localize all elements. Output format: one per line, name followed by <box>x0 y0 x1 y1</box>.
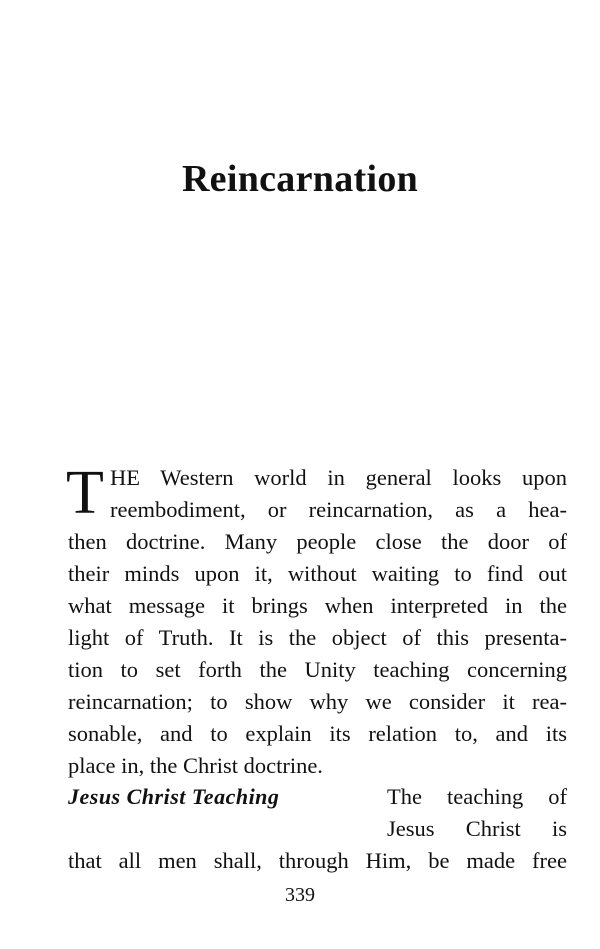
paragraph-line: Jesus Christ is <box>387 816 567 841</box>
paragraph-line: sonable, and to explain its relation to, and its <box>68 721 567 746</box>
paragraph-line: then doctrine. Many people close the door of <box>68 529 567 554</box>
paragraph-line: reembodiment, or reincarnation, as a hea- <box>110 497 567 522</box>
paragraph-line: light of Truth. It is the object of this presenta- <box>68 625 567 650</box>
paragraph-line: The teaching of <box>387 784 567 809</box>
chapter-title: Reincarnation <box>181 158 419 200</box>
paragraph-line: tion to set forth the Unity teaching concerning <box>68 657 567 682</box>
paragraph-line: that all men shall, through Him, be made free <box>68 848 567 873</box>
paragraph-line: their minds upon it, without waiting to find out <box>68 561 567 586</box>
paragraph-line: place in, the Christ doctrine. <box>68 753 323 778</box>
paragraph-line: what message it brings when interpreted in the <box>68 593 567 618</box>
page-number: 339 <box>285 884 315 906</box>
paragraph-line: HE Western world in general looks upon <box>110 465 567 490</box>
drop-cap: T <box>66 459 104 527</box>
paragraph-line: reincarnation; to show why we consider it rea- <box>68 689 567 714</box>
section-side-heading: Jesus Christ Teaching <box>68 784 280 809</box>
